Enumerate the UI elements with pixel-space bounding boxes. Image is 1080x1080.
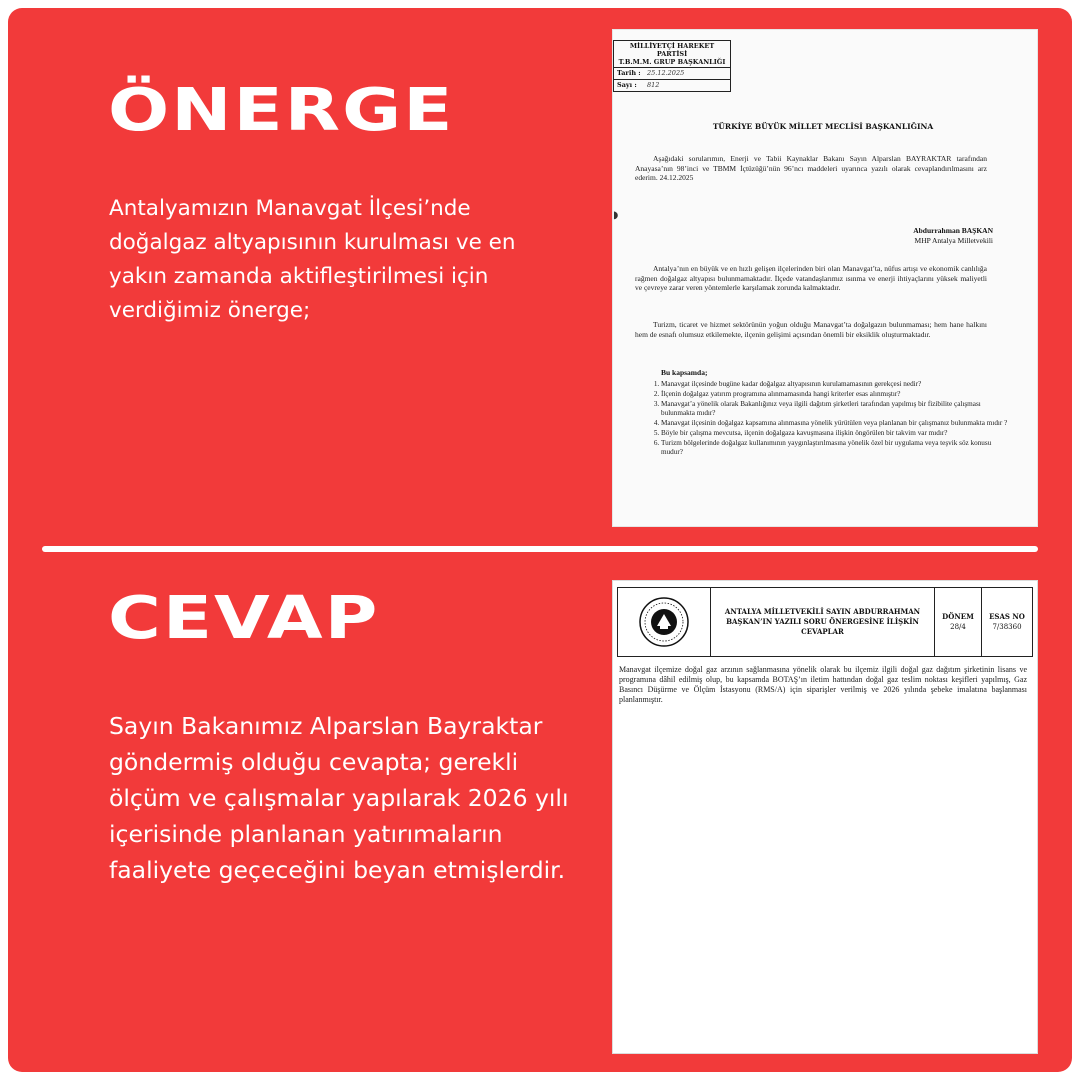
party-stamp [613, 40, 731, 92]
body-paragraph-2: Turizm, ticaret ve hizmet sektörünün yoğun olduğu Manavgat’ta doğalgazın bulunmaması; hem hane halkını hem de esnafı olumsuz etkilemekte, ilçenin gelişimi açısından önemli bir eksiklik oluşturmaktadır. [635, 320, 987, 339]
cevap-heading: CEVAP [108, 583, 380, 652]
answer-title: ANTALYA MİLLETVEKİLİ SAYIN ABDURRAHMAN BAŞKAN’IN YAZILI SORU ÖNERGESİNE İLİŞKİN CEVAPLAR [711, 588, 935, 656]
question-item: 6. Turizm bölgelerinde doğalgaz kullanımının yaygınlaştırılmasına yönelik özel bir uygulama veya teşvik söz konusu mudur? [661, 439, 1009, 456]
base-number-label: ESAS NO [989, 612, 1025, 621]
ministry-seal-icon [638, 596, 690, 648]
answer-header-table [617, 587, 1033, 657]
signer-title: MHP Antalya Milletvekili [914, 235, 993, 245]
question-list [643, 380, 1009, 458]
onerge-description: Antalyamızın Manavgat İlçesi’nde doğalgaz altyapısının kurulması ve en yakın zamanda aktifleştirilmesi için verdiğimiz önerge; [109, 196, 516, 323]
stamp-date-label: Tarih : [617, 69, 641, 77]
question-item: 3. Manavgat’a yönelik olarak Bakanlığınız veya ilgili dağıtım şirketleri tarafından yapılmış bir fizibilite çalışması bulunmakta mıdır? [661, 400, 1009, 417]
question-item: 4. Manavgat ilçesinin doğalgaz kapsamına alınmasına yönelik yürütülen veya planlanan bir çalışmanız bulunmakta mıdır ? [661, 419, 1009, 428]
stamp-number-value: 812 [647, 81, 660, 89]
signer-name: Abdurrahman BAŞKAN [913, 226, 993, 235]
motion-document-image [613, 30, 1037, 526]
answer-document-image [613, 581, 1037, 1053]
stamp-date-value: 25.12.2025 [647, 69, 685, 77]
section-divider [42, 546, 1038, 552]
term-value: 28/4 [950, 623, 966, 631]
question-item: 1. Manavgat ilçesinde bugüne kadar doğalgaz altyapısının kurulamamasının gerekçesi nedir? [661, 380, 1009, 389]
signature-block [843, 226, 993, 245]
stamp-header-group: T.B.M.M. GRUP BAŞKANLIĞI [618, 58, 726, 66]
scope-label: Bu kapsamda; [661, 368, 708, 377]
intro-paragraph: Aşağıdaki sorularımın, Enerji ve Tabii Kaynaklar Bakanı Sayın Alparslan BAYRAKTAR tarafından Anayasa’nın 98’inci ve TBMM İçtüzüğü’nün 96’ncı maddeleri uyarınca yazılı olarak cevaplandırılmasını arz ederim. 24.12.2025 [635, 154, 987, 182]
stamp-header-party: MİLLİYETÇİ HAREKET PARTİSİ [629, 42, 715, 58]
answer-paragraph: Manavgat ilçemize doğal gaz arzının sağlanmasına yönelik olarak bu ilçemiz ilgili doğal gaz dağıtım şirketinin lisans ve programına dâhil edilmiş olup, bu kapsamda BOTAŞ’ın iletim hattından doğal gaz teslim noktası keşifleri yapılmış, Gaz Basıncı Düşürme ve Ölçüm İstasyonu (RMS/A) için siparişler verilmiş ve 2026 yılında şebeke imalatına başlanması planlanmıştır. [619, 665, 1027, 704]
question-item: 2. İlçenin doğalgaz yatırım programına alınmamasında hangi kriterler esas alınmıştır? [661, 390, 1009, 399]
question-item: 5. Böyle bir çalışma mevcutsa, ilçenin doğalgaza kavuşmasına ilişkin öngörülen bir takvim var mıdır? [661, 429, 1009, 438]
red-frame [8, 8, 1072, 1072]
onerge-heading: ÖNERGE [108, 75, 455, 144]
stamp-number-label: Sayı : [617, 81, 637, 89]
punch-hole-mark: ◗ [613, 210, 619, 221]
body-paragraph-1: Antalya’nın en büyük ve en hızlı gelişen ilçelerinden biri olan Manavgat’ta, nüfus artışı ve ekonomik canlılığa rağmen doğalgaz altyapısı bulunmamaktadır. İlçede vatandaşlarımız ısınma ve enerji ihtiyaçlarını yüksek maliyetli ve çevreye zarar veren yöntemlerle karşılamak zorunda kalmaktadır. [635, 264, 987, 292]
term-label: DÖNEM [942, 612, 974, 621]
cevap-description: Sayın Bakanımız Alparslan Bayraktar göndermiş olduğu cevapta; gerekli ölçüm ve çalışmalar yapılarak 2026 yılı içerisinde planlanan yatırımaların faaliyete geçeceğini beyan etmişlerdir. [109, 712, 569, 884]
document-title: TÜRKİYE BÜYÜK MİLLET MECLİSİ BAŞKANLIĞINA [712, 122, 934, 131]
base-number-value: 7/38360 [992, 623, 1022, 631]
